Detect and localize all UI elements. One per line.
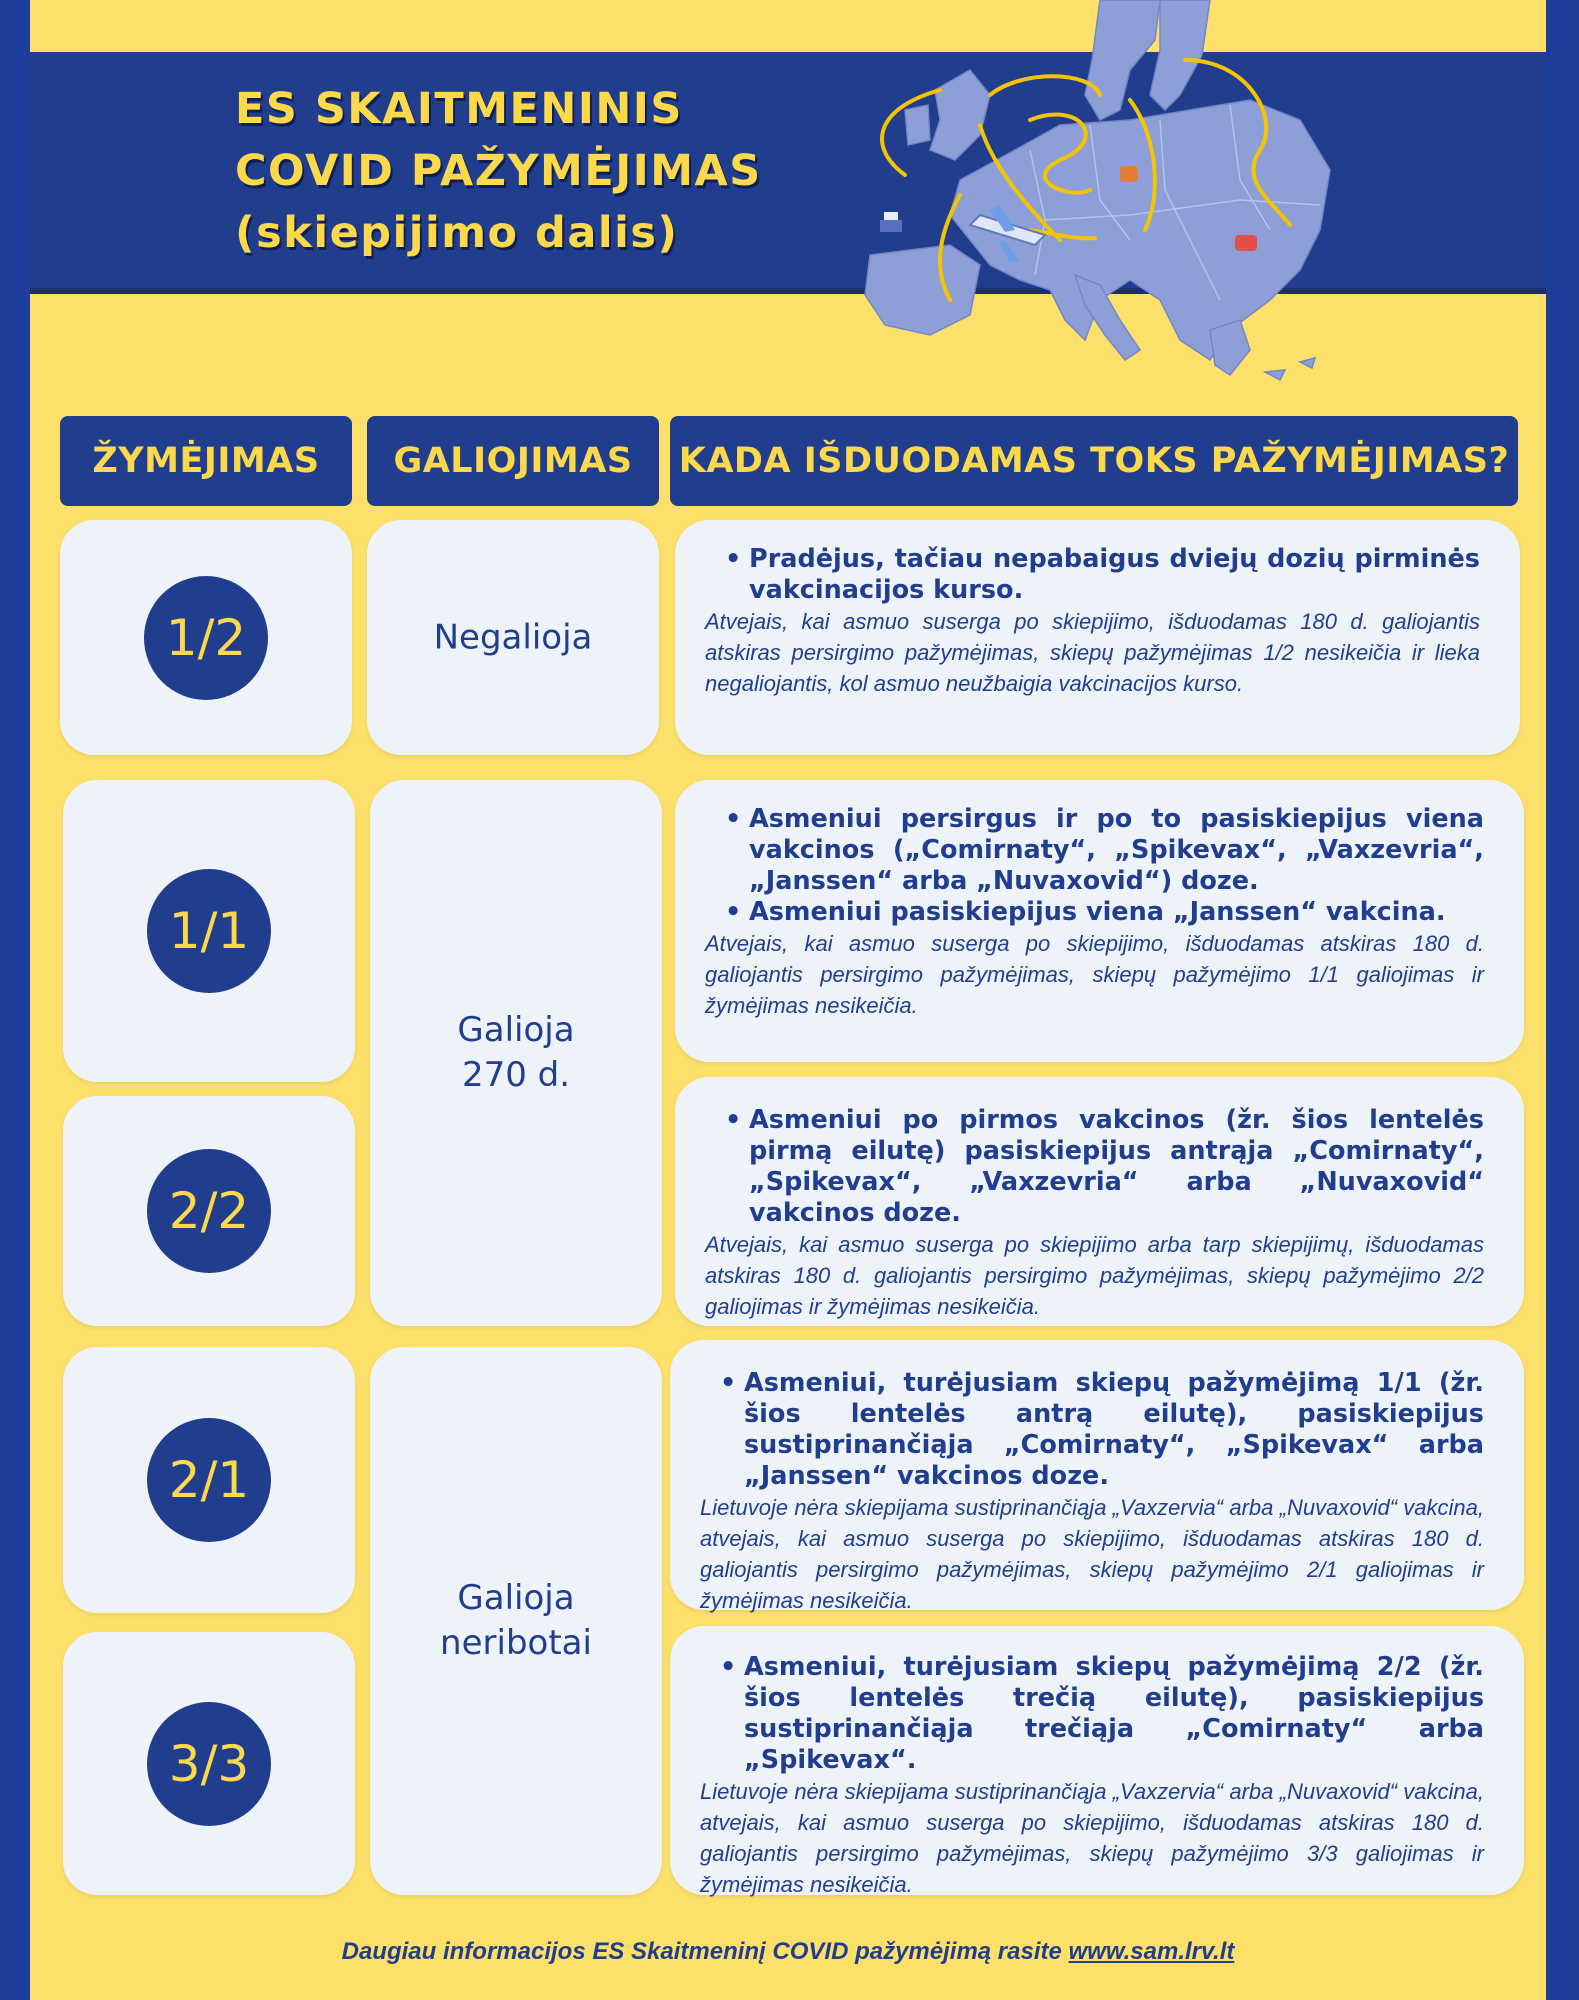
- description-card-3-3: [670, 1626, 1524, 1895]
- europe-map-illustration: [830, 0, 1390, 400]
- column-header-validity: GALIOJIMAS: [367, 416, 659, 506]
- bullet-text: • Asmeniui persirgus ir po to pasiskiepijus viena vakcinos („Comirnaty“, „Spikevax“, „Vaxzevria“, „Janssen“ arba „Nuvaxovid“) doze.: [705, 804, 1484, 897]
- validity-card-270-days: [370, 780, 662, 1326]
- description: [705, 544, 1480, 699]
- note-text: Atvejais, kai asmuo suserga po skiepijimo, išduodamas atskiras 180 d. galiojantis persirgimo pažymėjimas, skiepų pažymėjimo 1/1 galiojimas ir žymėjimas nesikeičia.: [705, 931, 1484, 1018]
- validity-line-1: Galioja: [457, 1578, 575, 1618]
- description-card-1-1: [675, 780, 1524, 1062]
- note-text: Atvejais, kai asmuo suserga po skiepijimo, išduodamas 180 d. galiojantis atskiras persirgimo pažymėjimas, skiepų pažymėjimas 1/2 nesikeičia ir lieka negaliojantis, kol asmuo neužbaigia vakcinacijos kurso.: [705, 609, 1480, 696]
- mark-card-3-3: [63, 1632, 355, 1895]
- validity-card-invalid: [367, 520, 659, 755]
- car-icon: [1235, 235, 1257, 251]
- footer-text: Daugiau informacijos ES Skaitmeninį COVID pažymėjimą rasite: [341, 1938, 1069, 1965]
- poster: [30, 0, 1546, 2000]
- note-text: Atvejais, kai asmuo suserga po skiepijimo arba tarp skiepijimų, išduodamas atskiras 180 d. galiojantis persirgimo pažymėjimas, skiepų pažymėjimo 2/2 galiojimas ir žymėjimas nesikeičia.: [705, 1232, 1484, 1319]
- description-card-2-2: [675, 1077, 1524, 1326]
- validity-line-1: Galioja: [457, 1010, 575, 1050]
- description: [705, 804, 1484, 1021]
- bullet-text: • Asmeniui, turėjusiam skiepų pažymėjimą 1/1 (žr. šios lentelės antrą eilutę), pasiskiepijus sustiprinančiąja „Comirnaty“, „Spikevax“ arba „Janssen“ vakcinos doze.: [700, 1368, 1484, 1492]
- mark-card-1-2: [60, 520, 352, 755]
- description: [700, 1368, 1484, 1616]
- ship-icon: [880, 212, 902, 232]
- mark-badge: 2/2: [147, 1149, 271, 1273]
- mark-badge: 2/1: [147, 1418, 271, 1542]
- note-text: Lietuvoje nėra skiepijama sustiprinančiąja „Vaxzervia“ arba „Nuvaxovid“ vakcina, atvejais, kai asmuo suserga po skiepijimo, išduodamas atskiras 180 d. galiojantis persirgimo pažymėjimas, skiepų pažymėjimo 2/1 galiojimas ir žymėjimas nesikeičia.: [700, 1495, 1484, 1613]
- bullet-text: • Asmeniui po pirmos vakcinos (žr. šios lentelės pirmą eilutę) pasiskiepijus antrąja „Comirnaty“, „Spikevax“, „Vaxzevria“ arba „Nuvaxovid“ vakcinos doze.: [705, 1105, 1484, 1229]
- bullet-text: • Asmeniui pasiskiepijus viena „Janssen“ vakcina.: [705, 897, 1484, 928]
- mark-badge: 1/1: [147, 869, 271, 993]
- footer-info: [30, 1938, 1546, 1966]
- mark-badge: 3/3: [147, 1702, 271, 1826]
- validity-label: [370, 1008, 662, 1098]
- validity-label: Negalioja: [433, 617, 593, 657]
- description-card-2-1: [670, 1340, 1524, 1613]
- bullet-text: • Pradėjus, tačiau nepabaigus dviejų dozių pirminės vakcinacijos kurso.: [705, 544, 1480, 606]
- validity-card-unlimited: [370, 1347, 662, 1895]
- bus-icon: [1120, 166, 1138, 182]
- mark-card-2-2: [63, 1096, 355, 1326]
- bullet-text: • Asmeniui, turėjusiam skiepų pažymėjimą 2/2 (žr. šios lentelės trečią eilutę), pasiskiepijus sustiprinančiąja trečiąja „Comirnaty“ arba „Spikevax“.: [700, 1652, 1484, 1776]
- title-line-3: (skiepijimo dalis): [235, 208, 679, 258]
- description: [705, 1105, 1484, 1322]
- description-card-1-2: [675, 520, 1520, 755]
- title-line-2: COVID PAŽYMĖJIMAS: [235, 146, 762, 196]
- column-header-when-issued: KADA IŠDUODAMAS TOKS PAŽYMĖJIMAS?: [670, 416, 1518, 506]
- validity-line-2: neribotai: [440, 1623, 592, 1663]
- note-text: Lietuvoje nėra skiepijama sustiprinančiąja „Vaxzervia“ arba „Nuvaxovid“ vakcina, atvejais, kai asmuo suserga po skiepijimo, išduodamas atskiras 180 d. galiojantis persirgimo pažymėjimas, skiepų pažymėjimo 3/3 galiojimas ir žymėjimas nesikeičia.: [700, 1779, 1484, 1897]
- validity-line-2: 270 d.: [461, 1055, 571, 1095]
- mark-card-1-1: [63, 780, 355, 1082]
- mark-badge: 1/2: [144, 576, 268, 700]
- column-header-marking: ŽYMĖJIMAS: [60, 416, 352, 506]
- page-title: [235, 78, 762, 264]
- mark-card-2-1: [63, 1347, 355, 1613]
- title-line-1: ES SKAITMENINIS: [235, 84, 683, 134]
- description: [700, 1652, 1484, 1900]
- footer-link[interactable]: www.sam.lrv.lt: [1068, 1938, 1235, 1965]
- validity-label: [370, 1576, 662, 1666]
